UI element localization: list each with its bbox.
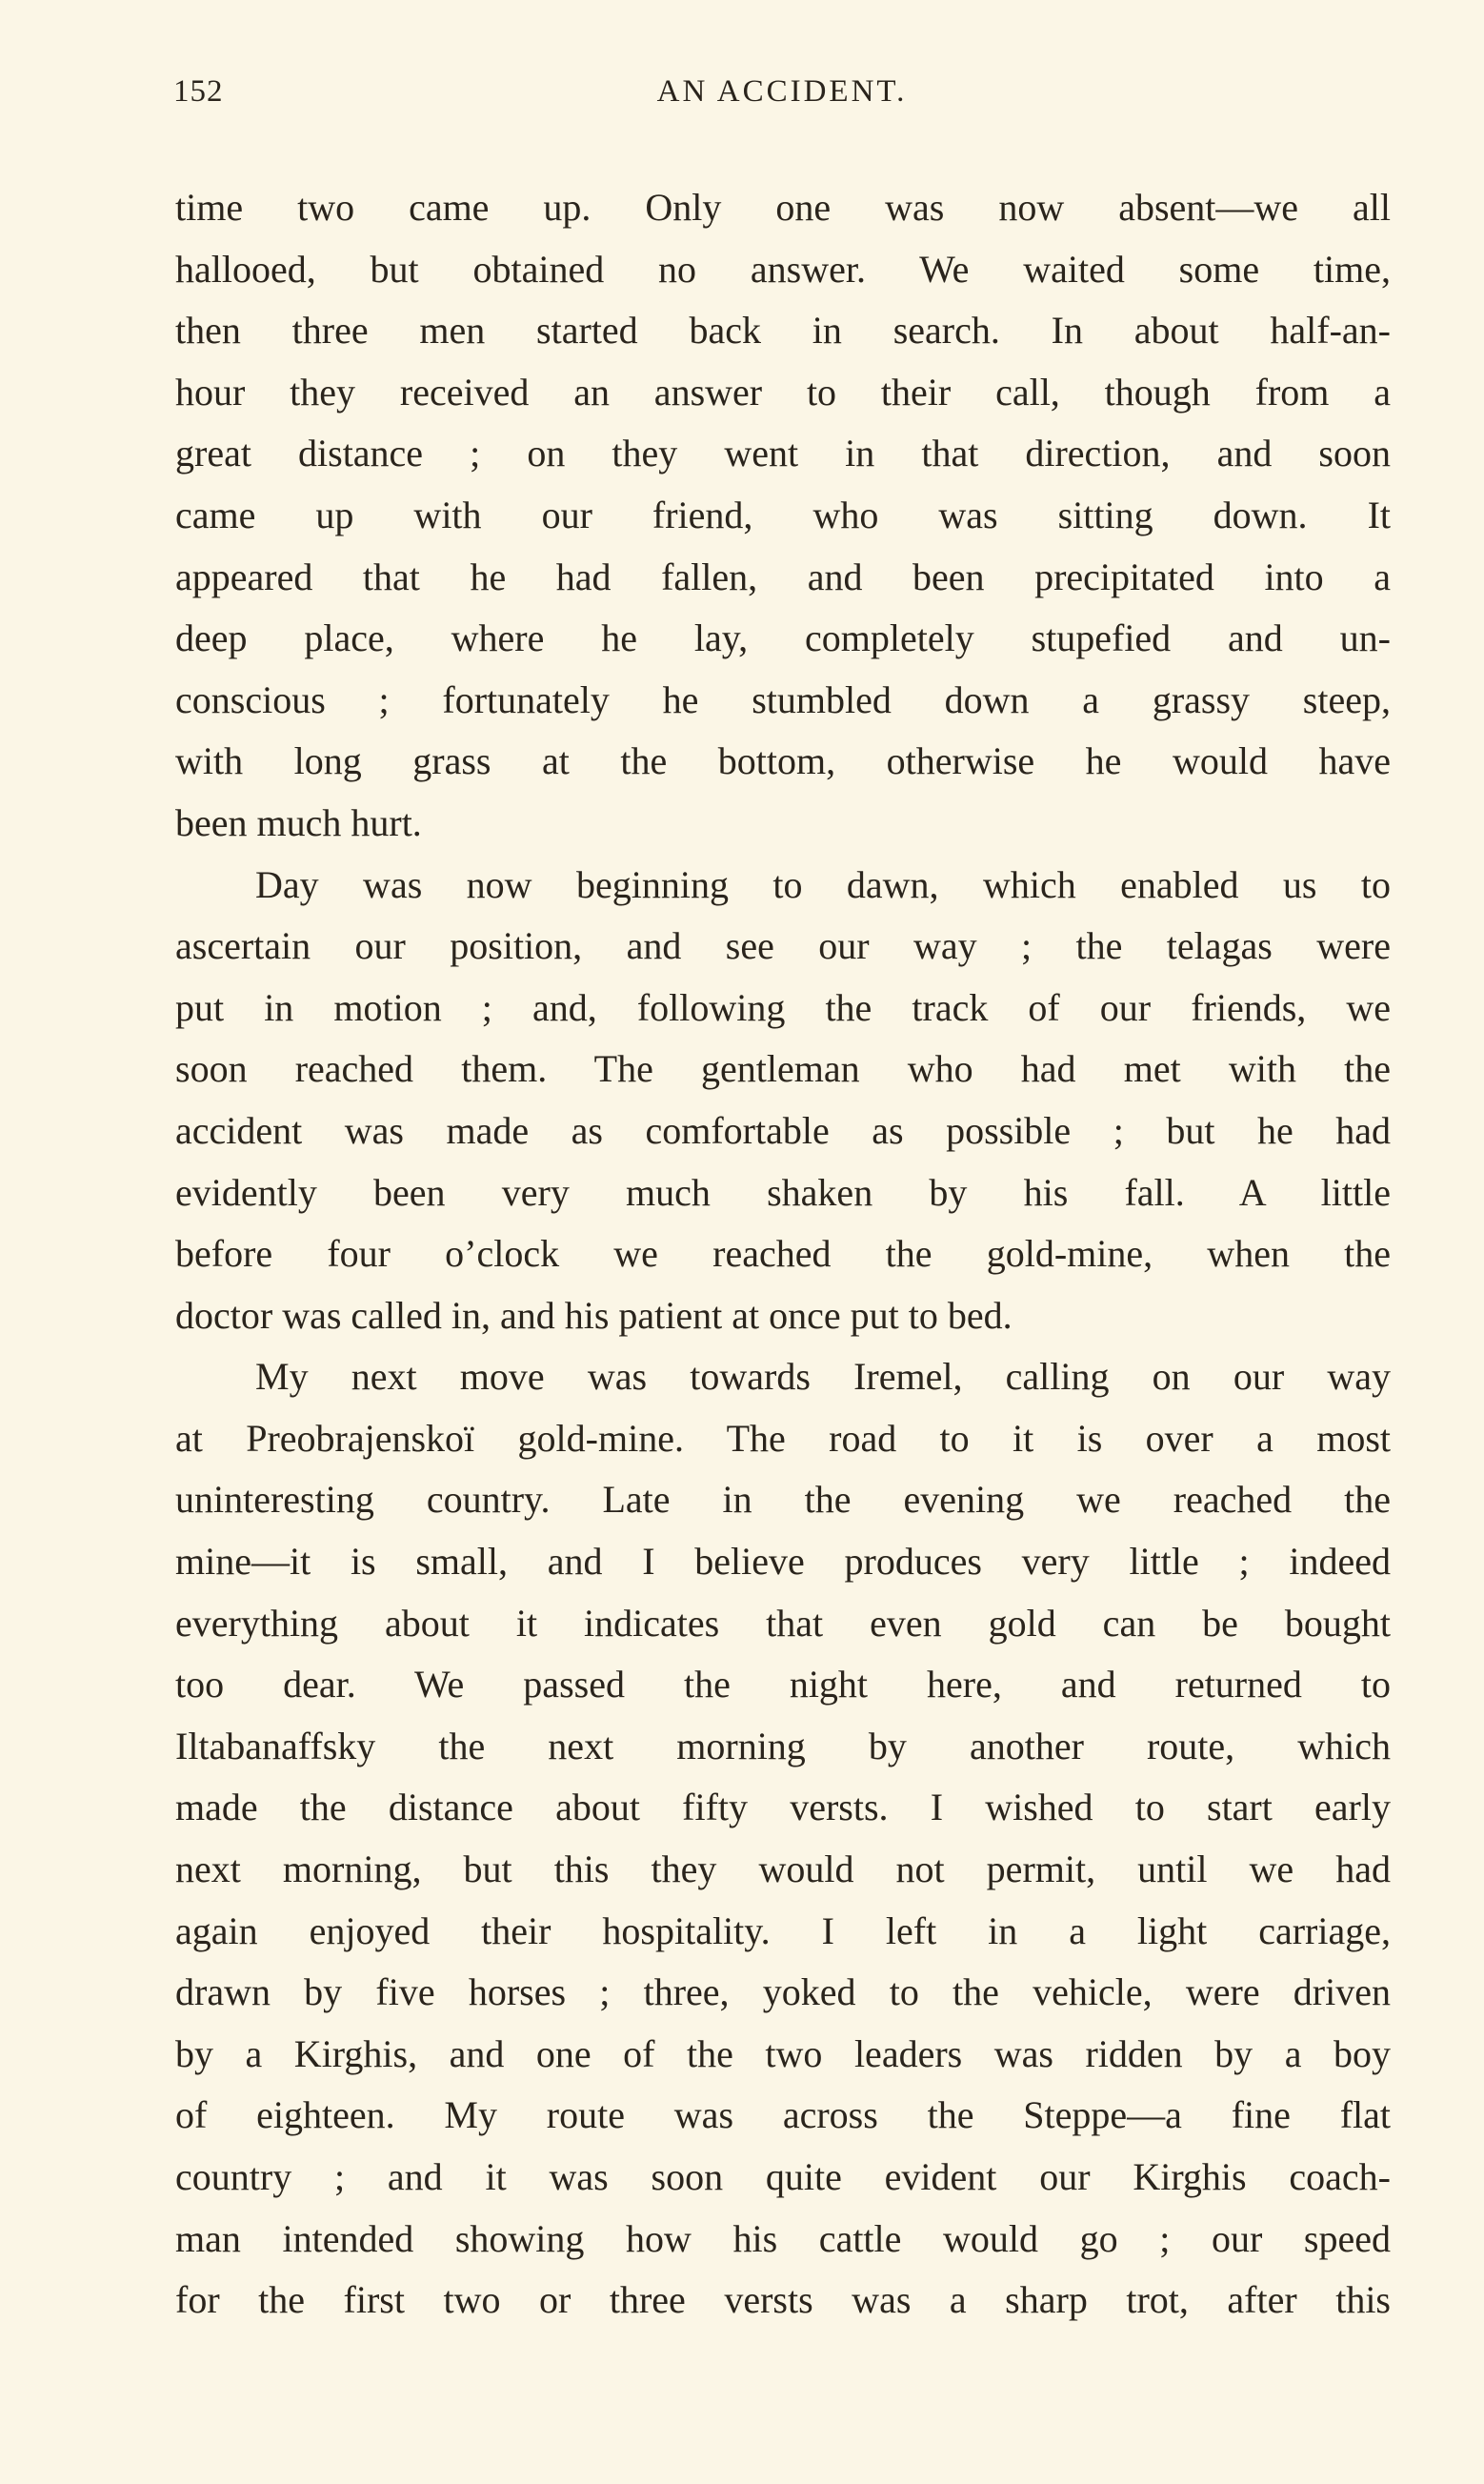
text-line: appeared that he had fallen, and been precipitated into a: [175, 555, 1391, 598]
text-line: soon reached them. The gentleman who had met with the: [175, 1047, 1391, 1091]
text-line: man intended showing how his cattle would go ; our speed: [175, 2216, 1391, 2260]
text-line: uninteresting country. Late in the evening we reached the: [175, 1478, 1391, 1522]
text-line: for the first two or three versts was a sharp trot, after this: [175, 2278, 1391, 2322]
text-line: deep place, where he lay, completely stupefied and un-: [175, 616, 1391, 660]
text-line: evidently been very much shaken by his fall. A little: [175, 1170, 1391, 1214]
running-head: [173, 74, 1391, 122]
text-line: My next move was towards Iremel, calling on our way: [255, 1355, 1391, 1399]
text-line: Iltabanaffsky the next morning by another route, which: [175, 1724, 1391, 1767]
text-line: hour they received an answer to their call, though from a: [175, 370, 1391, 414]
text-line: too dear. We passed the night here, and returned to: [175, 1663, 1391, 1706]
text-line: at Preobrajenskoï gold-mine. The road to it is over a most: [175, 1416, 1391, 1460]
text-line: then three men started back in search. In about half-an-: [175, 309, 1391, 353]
text-line: hallooed, but obtained no answer. We waited some time,: [175, 247, 1391, 291]
page-number: 152: [173, 74, 224, 109]
text-line: again enjoyed their hospitality. I left in a light carriage,: [175, 1908, 1391, 1952]
text-line: mine—it is small, and I believe produces very little ; indeed: [175, 1540, 1391, 1584]
text-line: everything about it indicates that even gold can be bought: [175, 1601, 1391, 1645]
text-line: ascertain our position, and see our way ; the telagas were: [175, 924, 1391, 968]
running-title: AN ACCIDENT.: [656, 74, 908, 109]
text-line: conscious ; fortunately he stumbled down a grassy steep,: [175, 677, 1391, 721]
text-line: next morning, but this they would not permit, until we had: [175, 1848, 1391, 1891]
paragraph: [175, 855, 1391, 1347]
text-line: of eighteen. My route was across the Steppe—a fine flat: [175, 2093, 1391, 2137]
text-line: time two came up. Only one was now absent—we all: [175, 186, 1391, 229]
text-line: with long grass at the bottom, otherwise he would have: [175, 739, 1391, 783]
paragraph: [175, 177, 1391, 855]
text-line: doctor was called in, and his patient at once put to bed.: [175, 1293, 1013, 1337]
text-line: put in motion ; and, following the track of our friends, we: [175, 985, 1391, 1029]
body-text: [175, 177, 1391, 2332]
text-line: accident was made as comfortable as possible ; but he had: [175, 1108, 1391, 1152]
text-line: great distance ; on they went in that direction, and soon: [175, 432, 1391, 475]
text-line: came up with our friend, who was sitting down. It: [175, 493, 1391, 536]
text-line: drawn by five horses ; three, yoked to the vehicle, were driven: [175, 1970, 1391, 2014]
text-line: by a Kirghis, and one of the two leaders was ridden by a boy: [175, 2031, 1391, 2075]
text-line: Day was now beginning to dawn, which enabled us to: [255, 862, 1391, 906]
paragraph: [175, 1346, 1391, 2332]
text-line: made the distance about fifty versts. I wished to start early: [175, 1786, 1391, 1829]
text-line: been much hurt.: [175, 800, 422, 844]
text-line: before four o’clock we reached the gold-mine, when the: [175, 1232, 1391, 1276]
text-line: country ; and it was soon quite evident our Kirghis coach-: [175, 2155, 1391, 2198]
